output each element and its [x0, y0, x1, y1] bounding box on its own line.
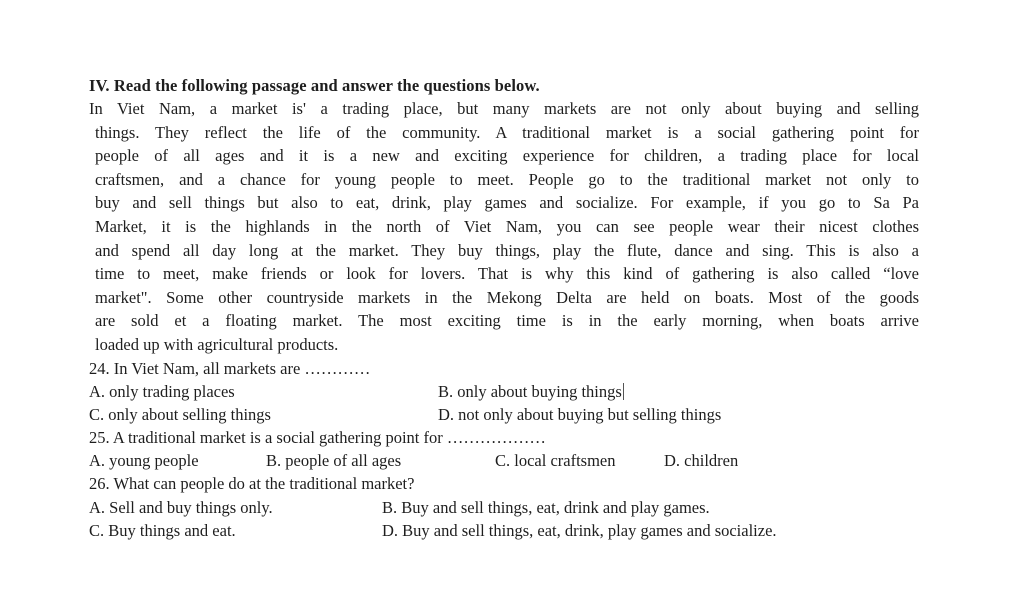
passage-line: market". Some other countryside markets in the Mekong Delta are held on boats. Most of the goods: [95, 287, 919, 307]
passage-line: craftsmen, and a chance for young people to meet. People go to the traditional market not only to: [95, 169, 919, 189]
passage-line: people of all ages and it is a new and exciting experience for children, a trading place for local: [95, 146, 919, 166]
reading-passage: [89, 97, 919, 357]
question-25-option-b: B. people of all ages: [266, 451, 402, 470]
question-26-option-c: C. Buy things and eat.: [89, 521, 236, 540]
question-24-stem: 24. In Viet Nam, all markets are …………: [89, 359, 371, 378]
passage-line: buy and sell things but also to eat, drink, play games and socialize. For example, if you go to Sa Pa: [95, 193, 919, 213]
question-24-option-d: D. not only about buying but selling things: [438, 405, 722, 424]
question-26-option-b: B. Buy and sell things, eat, drink and play games.: [382, 498, 710, 517]
passage-line: are sold et a floating market. The most exciting time is in the early morning, when boats arrive: [95, 311, 919, 331]
passage-line: and spend all day long at the market. They buy things, play the flute, dance and sing. This is also a: [95, 240, 919, 260]
question-26-option-a: A. Sell and buy things only.: [89, 498, 273, 517]
question-24-option-a: A. only trading places: [89, 382, 235, 401]
question-24-option-c: C. only about selling things: [89, 405, 271, 424]
section-heading: IV. Read the following passage and answer the questions below.: [89, 76, 540, 95]
question-24-option-b: [438, 382, 624, 402]
question-26-stem: 26. What can people do at the traditional market?: [89, 474, 415, 493]
option-text: B. only about buying things: [438, 382, 622, 401]
passage-line: Market, it is the highlands in the north of Viet Nam, you can see people wear their nicest clothes: [95, 216, 919, 236]
passage-line: loaded up with agricultural products.: [95, 334, 339, 354]
question-25-option-d: D. children: [664, 451, 739, 470]
passage-line: time to meet, make friends or look for lovers. That is why this kind of gathering is also called “love: [95, 264, 919, 284]
question-25-option-c: C. local craftsmen: [495, 451, 616, 470]
text-cursor: [623, 383, 624, 400]
question-25-option-a: A. young people: [89, 451, 199, 470]
passage-line: things. They reflect the life of the community. A traditional market is a social gathering point for: [95, 122, 919, 142]
question-26-option-d: D. Buy and sell things, eat, drink, play games and socialize.: [382, 521, 777, 540]
passage-line: In Viet Nam, a market is' a trading place, but many markets are not only about buying and selling: [89, 99, 919, 118]
question-25-stem: 25. A traditional market is a social gathering point for ………………: [89, 428, 546, 447]
